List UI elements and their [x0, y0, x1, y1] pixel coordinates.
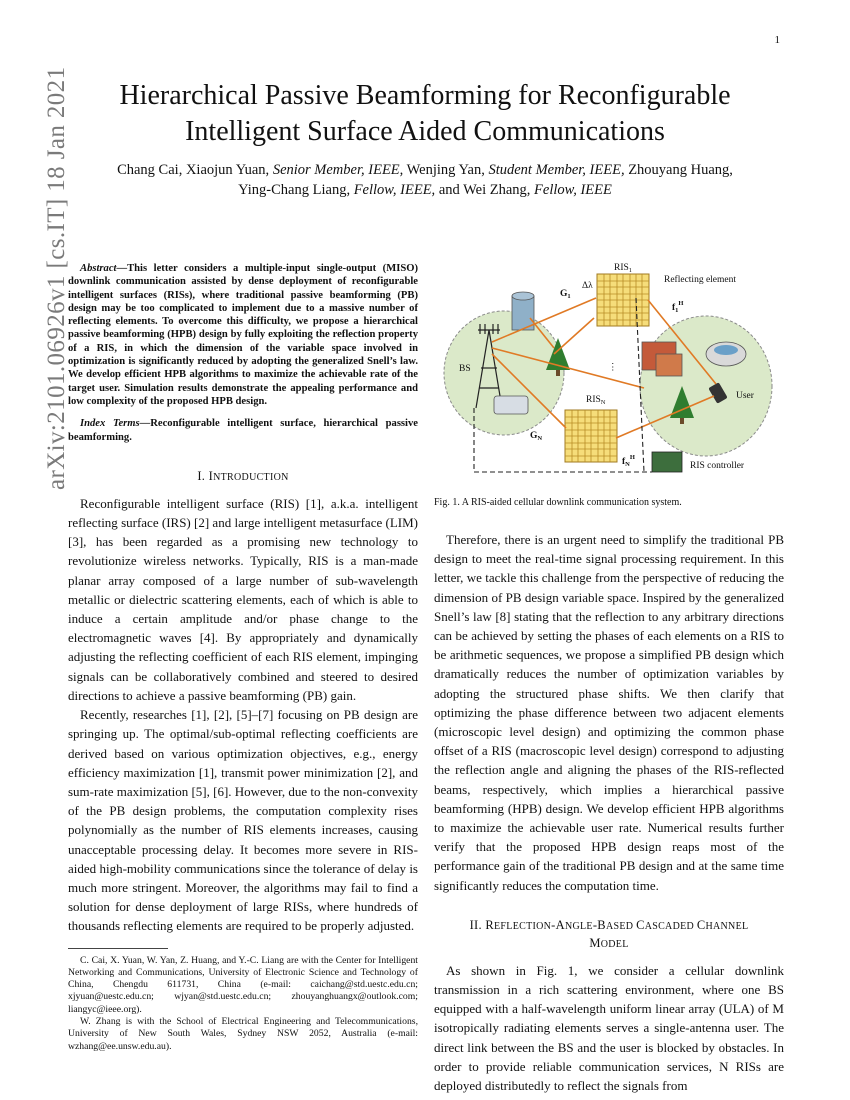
section-1-heading: I. INTRODUCTION	[197, 468, 289, 483]
index-terms-text: —Reconfigurable intelligent surface, hierarchical passive beamforming.	[68, 418, 419, 443]
ris1-panel	[597, 274, 649, 326]
ris-controller-icon	[652, 452, 682, 472]
figure-1	[434, 258, 784, 480]
label-bs: BS	[459, 364, 471, 374]
label-fn: $f_N^H$	[622, 454, 635, 468]
label-ris1: $RIS_1$	[614, 263, 633, 274]
label-gn: $G_N$	[530, 431, 543, 442]
label-f1: $f_1^H$	[672, 300, 684, 314]
title-line-1: Hierarchical Passive Beamforming for Reconfigurable	[119, 80, 731, 111]
label-reflecting-element: Reflecting element	[664, 275, 737, 285]
figure-1-diagram	[434, 258, 784, 480]
authors-line-2: Ying-Chang Liang, Fellow, IEEE, and Wei Zhang, Fellow, IEEE	[238, 182, 612, 198]
stadium-icon	[706, 342, 746, 366]
authors-line-1: Chang Cai, Xiaojun Yuan, Senior Member, IEEE, Wenjing Yan, Student Member, IEEE, Zhouyang Huang,	[117, 162, 733, 178]
footnote-affiliation-1: C. Cai, X. Yuan, W. Yan, Z. Huang, and Y.-C. Liang are with the Center for Intelligent Networking and Communications, University of Electronic Science and Technology of China, Chengdu 611731, China (e-mail: caichang@std.uestc.edu.cn; xjyuan@uestc.edu.cn; wjyan@std.uestc.edu.cn; zhouyanghuangx@outlook.com; liangyc@ieee.org).	[68, 954, 418, 1015]
label-ris-controller: RIS controller	[690, 461, 745, 471]
author-list	[60, 160, 790, 200]
building-icon	[512, 292, 534, 330]
footnote-affiliation-2: W. Zhang is with the School of Electrical Engineering and Telecommunications, University of New South Wales, Sydney NSW 2052, Australia (e-mail: wzhang@ee.unsw.edu.au).	[68, 1016, 418, 1052]
section-2-paragraph-1: As shown in Fig. 1, we consider a cellular downlink transmission in a rich scattering environment, where one BS equipped with a half-wavelength uniform linear array (ULA) of M isotropically radiating elements serves a single-antenna user. The direct link between the BS and the user is blocked by obstacles. In order to provide reliable communication services, N RISs are deployed distributedly to reflect the signals from	[434, 962, 784, 1094]
footnote-divider	[68, 948, 168, 949]
abstract-text: —This letter considers a multiple-input single-output (MISO) downlink communication assisted by dense deployment of reconfigurable intelligent surfaces (RISs), where traditional passive beamforming (PB) design may be too complicated to implement due to a massive number of reflecting elements. To overcome this difficulty, we propose a hierarchical passive beamforming (HPB) design by fully exploiting the reflection property of a RIS, in which the dimension of the variable space involved in optimization is significantly reduced by adopting the generalized Snell’s law. We develop efficient HPB algorithms to maximize the achievable rate of the target user. Simulation results demonstrate the appealing performance and low complexity of the proposed HPB design.	[68, 263, 418, 407]
arxiv-stamp-text: arXiv:2101.06926v1 [cs.IT] 18 Jan 2021	[43, 66, 70, 490]
section-1-paragraph-2: Recently, researches [1], [2], [5]–[7] focusing on PB design are springing up. The optimal/sub-optimal reflecting coefficients are derived based on various optimization objectives, e.g., energy efficiency maximization [1], transmit power minimization [2], and sum-rate maximization [5], [6]. However, due to the non-convexity of the PB design problems, the computation complexity rises polynomially as the number of RIS elements increases, causing unacceptable processing delay. It becomes more severe in RIS-aided high-mobility communications since the tolerance of delay is much more stringent. Moreover, the algorithms may fail to find a solution for dense deployment of large RISs, where hundreds of thousands reflecting elements are required to be properly adjusted.	[68, 707, 419, 934]
label-user: User	[736, 391, 754, 401]
section-2-heading: II. REFLECTION-ANGLE-BASED CASCADED CHANNEL MODEL	[469, 917, 749, 950]
section-1-paragraph-1: Reconfigurable intelligent surface (RIS) [1], a.k.a. intelligent reflecting surface (IRS) [2] and large intelligent metasurface (LIM) [3], has been regarded as a promising new technology to revolutionize wireless networks. Typically, RIS is a man-made planar array composed of a large number of sub-wavelength metallic or dielectric scattering elements, each of which is able to induce a certain amplitude and/or phase change to the electromagnetic waves [4]. By appropriately and dynamically adjusting the reflecting coefficient of each RIS element, impinging signals can be collaboratively combined and steered to desired directions to achieve a passive beamforming (PB) gain.	[68, 495, 418, 703]
label-risn: $RIS_N$	[586, 395, 606, 406]
index-terms-label: Index Terms	[80, 418, 140, 430]
abstract-label: Abstract	[80, 263, 117, 274]
abstract	[68, 262, 418, 408]
page-number: 1	[774, 34, 780, 46]
index-terms	[68, 417, 418, 444]
title-line-2: Intelligent Surface Aided Communications	[185, 116, 665, 147]
left-column	[68, 262, 418, 1053]
label-g1: $G_1$	[560, 289, 571, 300]
figure-1-caption: Fig. 1. A RIS-aided cellular downlink communication system.	[434, 497, 682, 508]
paper-title	[60, 78, 790, 150]
user-coverage-area	[640, 316, 772, 456]
risn-panel	[565, 410, 617, 462]
right-column	[434, 530, 784, 1095]
label-vertical-dots: ⋮	[608, 363, 618, 373]
right-paragraph-1: Therefore, there is an urgent need to simplify the traditional PB design to meet the real-time signal processing requirement. In this letter, we tackle this challenge from the perspective of reducing the dimension of PB design variable space. Inspired by the generalized Snell’s law [8] stating that the reflection to any arbitrary directions can be achieved by setting the phases of each elements on a RIS to be arithmetic sequences, we propose a simplified PB design which dramatically reduces the number of optimization variables by adopting the structured phase shifts. We then clarify that optimizing the phase difference between two adjacent elements (microscopic level design) and optimizing the common phase offset of a RIS (macroscopic level design) correspond to adjusting the reflection angle and aligning the phases of the RIS-reflected beams, respectively, which implies a hierarchical passive beamforming (HPB) design. We develop efficient HPB algorithms to maximize the achievable user rate. Numerical results further verify that the proposed HPB design reaps most of the performance gain of the traditional PB design and at the same time significantly reduces the computation time.	[434, 532, 784, 893]
label-delta-lambda: Δλ	[582, 281, 593, 291]
bus-icon	[494, 396, 528, 414]
